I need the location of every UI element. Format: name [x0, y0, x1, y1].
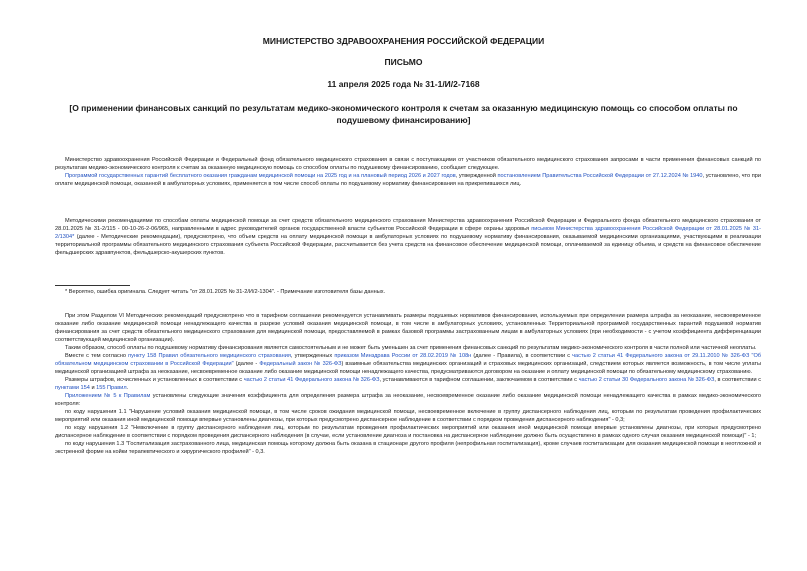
link-law-art41[interactable]: частью 2 статьи 41 Федерального закона от 29.11.2010 № 326-ФЗ "Об обязательном медицинском страховании в Российской Федерации"	[55, 353, 761, 367]
ministry-heading: МИНИСТЕРСТВО ЗДРАВООХРАНЕНИЯ РОССИЙСКОЙ ФЕДЕРАЦИИ	[262, 36, 545, 46]
paragraph-fines: Размеры штрафов, исчисленных и установленных в соответствии с частью 2 статьи 41 Федерального закона № 326-ФЗ, устанавливаются в тарифном соглашении, заключаемом в соответствии с частью 2 статьи 30 Федерального закона № 326-ФЗ, в соответствии с пунктами 154 и 155 Правил.	[55, 377, 762, 391]
paragraph-code-1-3: по коду нарушения 1.3 "Госпитализация застрахованного лица, медицинская помощь которому должна быть оказана в стационаре другого профиля (непрофильная госпитализация), кроме случаев госпитализации для оказания медицинской помощи в неотложной и экстренной форме на койки терапевтического и хирургического профилей" - 0,3.	[55, 441, 761, 455]
body-section-1	[55, 156, 761, 188]
body-section-3	[55, 312, 761, 456]
paragraph-appendix: Приложением № 5 к Правилам установлены следующие значения коэффициента для определения размера штрафа за неоказание, несвоевременное оказание либо оказание медицинской помощи ненадлежащего качества в рамках медико-экономического контроля:	[55, 393, 761, 407]
body-section-2	[55, 217, 761, 257]
link-program[interactable]: Программой государственных гарантий бесплатного оказания гражданам медицинской помощи на 2025 год и на плановый период 2026 и 2027 годов	[65, 173, 456, 179]
link-letter[interactable]: письмом Министерства здравоохранения Российской Федерации от 28.01.2025 № 31-2/1304*	[55, 226, 761, 240]
link-order-108n[interactable]: приказом Минздрава России от 28.02.2019 № 108н	[334, 353, 472, 359]
link-appendix-5[interactable]: Приложением № 5 к Правилам	[65, 393, 151, 399]
link-art30-part2[interactable]: частью 2 статьи 30 Федерального закона № 326-ФЗ	[578, 377, 715, 383]
paragraph-code-1-2: по коду нарушения 1.2 "Невключение в группу диспансерного наблюдения лиц, которым по результатам проведения профилактических мероприятий или оказания иной медицинской помощи впервые установлены диагнозы, при которых предусмотрено диспансерное наблюдение в соответствии с порядком проведения диспансерного наблюдения (в случае, если установление диагноза и постановка на диспансерное наблюдение должно быть осуществлено в рамках одного случая оказания медицинской помощи)" - 1;	[55, 425, 761, 439]
paragraph-section-vi: При этом Разделом VI Методических рекомендаций предусмотрено что в тарифном соглашении рекомендуется устанавливать размеры подушевых нормативов финансирования, используемых при определении размера штрафа за неоказание, несвоевременное оказание либо оказание медицинской помощи ненадлежащего качества в разрезе условий оказания медицинской помощи, в том числе в амбулаторных условиях, установленных Территориальной программой государственных гарантий подушевой норматив финансирования за счет средств обязательного медицинского страхования для медицинской помощи, предоставляемой в рамках базовой программы застрахованным лицам в амбулаторных условиях (при необходимости - с учетом коэффициента дифференциации соответствующей медицинской организации).	[55, 313, 761, 343]
link-point-154[interactable]: пунктами 154	[55, 385, 90, 391]
footnote: * Вероятно, ошибка оригинала. Следует читать "от 28.01.2025 № 31-2/И/2-1304". - Примечание изготовителя базы данных.	[65, 289, 386, 295]
link-law-326[interactable]: Федеральный закон № 326-ФЗ	[259, 361, 342, 367]
link-resolution[interactable]: постановлением Правительства Российской Федерации от 27.12.2024 № 1940	[497, 173, 703, 179]
paragraph-intro: Министерство здравоохранения Российской Федерации и Федеральный фонд обязательного медицинского страхования в связи с поступающими от участников обязательного медицинского страхования запросами в части применения финансовых санкций по результатам медико-экономического контроля к счетам за оказанную медицинскую помощь со способом оплаты по подушевому финансированию, сообщает следующее.	[55, 157, 761, 171]
paragraph-conclusion: Таким образом, способ оплаты по подушевому нормативу финансирования является самостоятельным и не может быть уменьшен за счет применения финансовых санкций по результатам медико-экономического контроля в части полной или частичной неоплаты.	[65, 345, 757, 351]
paragraph-program: Программой государственных гарантий бесплатного оказания гражданам медицинской помощи на 2025 год и на плановый период 2026 и 2027 годов, утвержденной постановлением Правительства Российской Федерации от 27.12.2024 № 1940, установлено, что при оплате медицинской помощи, оказанной в амбулаторных условиях, применяется в том числе способ оплаты по подушевому нормативу финансирования на прикрепившихся лиц.	[55, 173, 762, 187]
footnote-divider	[55, 285, 130, 286]
paragraph-methodical: Методическими рекомендациями по способам оплаты медицинской помощи за счет средств обязательного медицинского страхования Министерства здравоохранения Российской Федерации и Федерального фонда обязательного медицинского страхования от 28.01.2025 № 31-2/115 - 00-10-26-2-06/965, направленными в адрес руководителей органов государственной власти субъектов Российской Федерации в сфере охраны здоровья письмом Министерства здравоохранения Российской Федерации от 28.01.2025 № 31-2/1304* (далее - Методические рекомендации), предусмотрено, что объем средств на оплату медицинской помощи в амбулаторных условиях по подушевому нормативу финансирования, оказываемой медицинскими организациями, участвующими в реализации территориальной программы обязательного медицинского страхования субъекта Российской Федерации, рассчитывается без учета средств на финансовое обеспечение медицинской помощи, оплачиваемой за единицу объема, и средств на финансовое обеспечение фельдшерских здравпунктов, фельдшерско-акушерских пунктов.	[55, 218, 761, 256]
link-point-155[interactable]: 155 Правил	[96, 385, 127, 391]
document-title: [О применении финансовых санкций по результатам медико-экономического контроля к счетам за оказанную медицинскую помощь со способом оплаты по подушевому финансированию]	[69, 103, 738, 125]
paragraph-code-1-1: по коду нарушения 1.1 "Нарушение условий оказания медицинской помощи, в том числе сроков ожидания медицинской помощи, несвоевременное включение в группу диспансерного наблюдения лиц, которым по результатам проведения профилактических мероприятий или оказания иной медицинской помощи впервые установлены диагнозы, при которых предусмотрено диспансерное наблюдение в соответствии с порядком проведения диспансерного наблюдения" - 0,3;	[55, 409, 761, 423]
paragraph-rules: Вместе с тем согласно пункту 158 Правил обязательного медицинского страхования, утвержденных приказом Минздрава России от 28.02.2019 № 108н (далее - Правила), в соответствии с частью 2 статьи 41 Федерального закона от 29.11.2010 № 326-ФЗ "Об обязательном медицинском страховании в Российской Федерации" (далее - Федеральный закон № 326-ФЗ) взаимные обязательства медицинских организаций и страховых медицинских организаций, следствием которых является возможность, в том числе уплаты медицинской организацией штрафа за неоказание, несвоевременное оказание либо оказание медицинской помощи ненадлежащего качества, предусматриваются договором на оказание и оплату медицинской помощи по обязательному медицинскому страхованию.	[55, 353, 762, 375]
date-number: 11 апреля 2025 года № 31-1/И/2-7168	[327, 79, 480, 89]
link-art41-part2[interactable]: частью 2 статьи 41 Федерального закона № 326-ФЗ	[243, 377, 380, 383]
link-rule-158[interactable]: пункту 158 Правил обязательного медицинского страхования	[128, 353, 291, 359]
document-type: ПИСЬМО	[384, 57, 423, 67]
